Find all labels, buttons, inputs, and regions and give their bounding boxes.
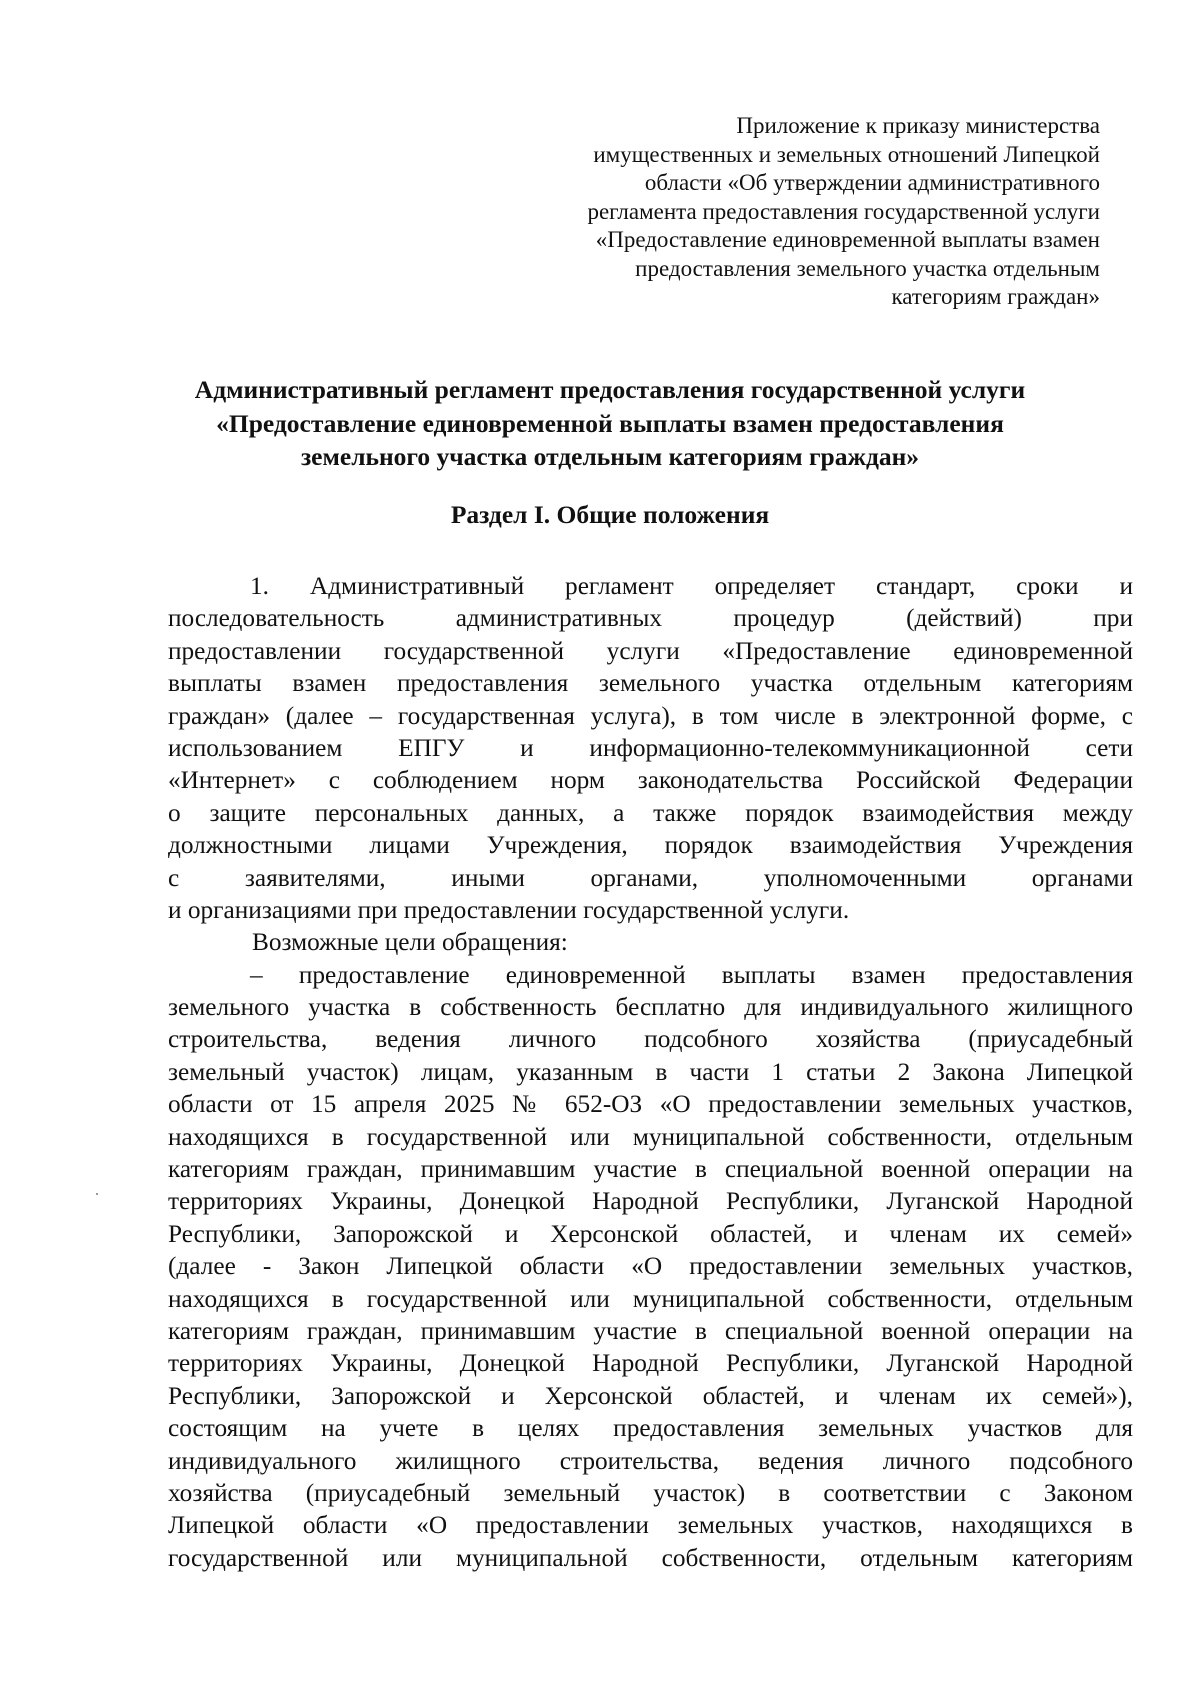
list-item-line: состоящим на учете в целях предоставления земельных участков для xyxy=(168,1414,1133,1443)
appendix-line: «Предоставление единовременной выплаты взамен xyxy=(595,227,1100,252)
scan-speck xyxy=(96,1193,98,1195)
list-item-line: (далее - Закон Липецкой области «О предоставлении земельных участков, xyxy=(168,1252,1133,1281)
appendix-line: регламента предоставления государственной услуги xyxy=(587,198,1100,224)
appendix-line: категориям граждан» xyxy=(891,284,1100,309)
list-item-line: категориям граждан, принимавшим участие в специальной военной операции на xyxy=(168,1316,1133,1345)
paragraph-line: и организациями при предоставлении государственной услуги. xyxy=(168,895,850,924)
appendix-line: области «Об утверждении административного xyxy=(644,170,1100,195)
list-item-line: – предоставление единовременной выплаты взамен предоставления xyxy=(250,960,1133,989)
paragraph-line: предоставлении государственной услуги «Предоставление единовременной xyxy=(168,636,1133,665)
list-item-line: Липецкой области «О предоставлении земельных участков, находящихся в xyxy=(168,1511,1133,1540)
paragraph-line: должностными лицами Учреждения, порядок взаимодействия Учреждения xyxy=(168,831,1133,860)
document-body xyxy=(168,570,1133,1574)
list-item-line: области от 15 апреля 2025 № 652-ОЗ «О предоставлении земельных участков, xyxy=(168,1090,1133,1119)
paragraph-line: последовательность административных процедур (действий) при xyxy=(168,604,1133,633)
list-item-line: Республики, Запорожской и Херсонской областей, и членам их семей»), xyxy=(168,1381,1133,1410)
list-item-line: индивидуального жилищного строительства, ведения личного подсобного xyxy=(168,1446,1133,1475)
appendix-line: имущественных и земельных отношений Липецкой xyxy=(593,141,1100,167)
section-heading: Раздел I. Общие положения xyxy=(450,500,770,529)
list-item-line: государственной или муниципальной собственности, отдельным категориям xyxy=(168,1543,1133,1572)
list-item-line: хозяйства (приусадебный земельный участок) в соответствии с Законом xyxy=(168,1478,1133,1507)
appendix-line: предоставления земельного участка отдельным xyxy=(635,255,1100,281)
goals-heading: Возможные цели обращения: xyxy=(252,928,568,957)
title-line: Административный регламент предоставления государственной услуги xyxy=(194,375,1026,404)
list-item-line: земельного участка в собственность бесплатно для индивидуального жилищного xyxy=(168,993,1133,1022)
appendix-line: Приложение к приказу министерства xyxy=(736,113,1100,138)
list-item-line: территориях Украины, Донецкой Народной Республики, Луганской Народной xyxy=(168,1187,1133,1216)
list-item-line: земельный участок) лицам, указанным в части 1 статьи 2 Закона Липецкой xyxy=(168,1057,1133,1086)
document-title xyxy=(130,373,1090,474)
paragraph-line: «Интернет» с соблюдением норм законодательства Российской Федерации xyxy=(168,766,1133,795)
paragraph-line: использованием ЕПГУ и информационно-телекоммуникационной сети xyxy=(168,733,1133,762)
list-item-line: категориям граждан, принимавшим участие в специальной военной операции на xyxy=(168,1155,1133,1184)
title-line: «Предоставление единовременной выплаты взамен предоставления xyxy=(216,408,1004,438)
paragraph-line: о защите персональных данных, а также порядок взаимодействия между xyxy=(168,798,1133,827)
title-line: земельного участка отдельным категориям граждан» xyxy=(300,442,920,471)
list-item-line: территориях Украины, Донецкой Народной Республики, Луганской Народной xyxy=(168,1349,1133,1378)
appendix-header xyxy=(560,112,1100,312)
paragraph-line: выплаты взамен предоставления земельного участка отдельным категориям xyxy=(168,669,1133,698)
list-item-line: Республики, Запорожской и Херсонской областей, и членам их семей» xyxy=(168,1219,1133,1248)
list-item-line: находящихся в государственной или муниципальной собственности, отдельным xyxy=(168,1122,1133,1151)
list-item-line: строительства, ведения личного подсобного хозяйства (приусадебный xyxy=(168,1025,1133,1054)
paragraph-line: 1. Административный регламент определяет стандарт, сроки и xyxy=(250,572,1133,600)
paragraph-line: с заявителями, иными органами, уполномоченными органами xyxy=(168,863,1133,892)
list-item-line: находящихся в государственной или муниципальной собственности, отдельным xyxy=(168,1284,1133,1313)
paragraph-line: граждан» (далее – государственная услуга), в том числе в электронной форме, с xyxy=(168,701,1133,730)
